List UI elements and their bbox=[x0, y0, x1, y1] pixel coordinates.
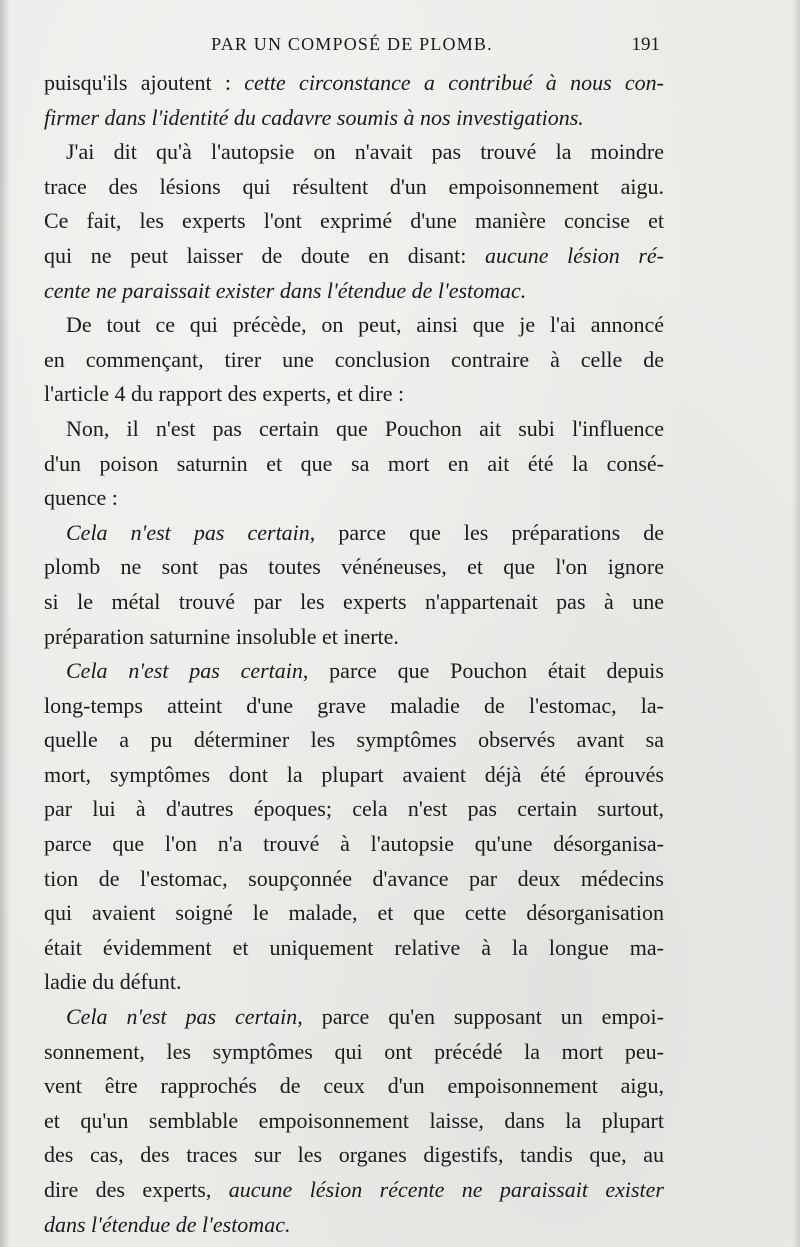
paragraph bbox=[44, 412, 664, 516]
text-run: trace des lésions qui résultent d'un empoisonnement aigu. bbox=[44, 173, 664, 199]
text-line bbox=[44, 135, 664, 170]
text-run: préparation saturnine insoluble et inerte. bbox=[44, 623, 399, 649]
text-line bbox=[44, 1000, 664, 1035]
text-line bbox=[44, 862, 664, 897]
text-run: sonnement, les symptômes qui ont précédé la mort peu- bbox=[44, 1038, 664, 1064]
text-run: , parce qu'en supposant un empoi- bbox=[297, 1004, 664, 1030]
text-run: parce que l'on n'a trouvé à l'autopsie qu'une désorganisa- bbox=[44, 831, 664, 857]
text-line bbox=[44, 447, 664, 482]
text-line bbox=[44, 550, 664, 585]
italic-text: cette circonstance a contribué à nous con- bbox=[244, 70, 665, 95]
running-title: PAR UN COMPOSÉ DE PLOMB. bbox=[211, 34, 493, 54]
text-line bbox=[44, 1069, 664, 1104]
text-run: si le métal trouvé par les experts n'appartenait pas à une bbox=[44, 588, 664, 614]
text-run: mort, symptômes dont la plupart avaient déjà été éprouvés bbox=[44, 761, 664, 787]
text-line bbox=[44, 412, 664, 447]
text-run: De tout ce qui précède, on peut, ainsi que je l'ai annoncé bbox=[66, 312, 664, 338]
text-run: J'ai dit qu'à l'autopsie on n'avait pas trouvé la moindre bbox=[66, 139, 664, 165]
text-line bbox=[44, 585, 664, 620]
italic-text: dans l'étendue de l'estomac. bbox=[44, 1211, 291, 1237]
italic-text: aucune lésion ré- bbox=[485, 242, 664, 268]
text-line bbox=[44, 1208, 664, 1243]
page-right-shadow bbox=[792, 0, 800, 1247]
text-run: dire des experts, bbox=[44, 1177, 229, 1202]
text-run: , parce que Pouchon était depuis bbox=[302, 658, 664, 684]
text-line bbox=[44, 239, 664, 274]
text-run: quence : bbox=[44, 485, 118, 511]
text-run: l'article 4 du rapport des experts, et dire : bbox=[44, 381, 405, 407]
text-run: ladie du défunt. bbox=[44, 969, 182, 995]
text-run: puisqu'ils ajoutent : bbox=[44, 70, 245, 95]
text-line bbox=[44, 308, 664, 343]
text-run: qui avaient soigné le malade, et que cette désorganisation bbox=[44, 900, 664, 926]
text-run: Non, il n'est pas certain que Pouchon ait subi l'influence bbox=[66, 415, 664, 441]
paragraph bbox=[44, 654, 664, 1000]
text-line bbox=[44, 516, 664, 551]
italic-text: Cela n'est pas certain bbox=[66, 658, 303, 684]
italic-text: aucune lésion récente ne paraissait exister bbox=[228, 1177, 664, 1202]
text-run: tion de l'estomac, soupçonnée d'avance par deux médecins bbox=[44, 865, 664, 891]
italic-text: firmer dans l'identité du cadavre soumis à nos investigations. bbox=[44, 104, 584, 130]
paragraph bbox=[44, 308, 664, 412]
text-line bbox=[44, 723, 664, 758]
text-line bbox=[44, 1138, 664, 1173]
text-line bbox=[44, 620, 664, 655]
text-line bbox=[44, 1104, 664, 1139]
text-line bbox=[44, 1173, 664, 1208]
text-line bbox=[44, 758, 664, 793]
text-run: quelle a pu déterminer les symptômes observés avant sa bbox=[44, 727, 664, 753]
text-run: , parce que les préparations de bbox=[309, 519, 664, 545]
paragraph bbox=[44, 516, 664, 654]
page-number: 191 bbox=[631, 34, 660, 55]
text-line bbox=[44, 343, 664, 378]
paragraph bbox=[44, 66, 664, 135]
text-run: vent être rapprochés de ceux d'un empoisonnement aigu, bbox=[44, 1073, 664, 1099]
text-line bbox=[44, 204, 664, 239]
page-header bbox=[40, 34, 664, 58]
text-line bbox=[44, 66, 664, 101]
text-run: par lui à d'autres époques; cela n'est pas certain surtout, bbox=[44, 796, 664, 822]
text-run: des cas, des traces sur les organes digestifs, tandis que, au bbox=[44, 1142, 664, 1168]
italic-text: Cela n'est pas certain bbox=[66, 1004, 298, 1030]
text-run: long-temps atteint d'une grave maladie de l'estomac, la- bbox=[44, 692, 664, 718]
text-run: en commençant, tirer une conclusion contraire à celle de bbox=[44, 346, 664, 372]
text-run: d'un poison saturnin et que sa mort en ait été la consé- bbox=[44, 450, 664, 476]
text-line bbox=[44, 481, 664, 516]
italic-text: cente ne paraissait exister dans l'étendue de l'estomac. bbox=[44, 277, 527, 303]
text-line bbox=[44, 101, 664, 136]
text-line bbox=[44, 792, 664, 827]
text-run: plomb ne sont pas toutes vénéneuses, et que l'on ignore bbox=[44, 554, 664, 580]
text-line bbox=[44, 274, 664, 309]
text-run: Ce fait, les experts l'ont exprimé d'une manière concise et bbox=[44, 208, 664, 234]
text-run: qui ne peut laisser de doute en disant: bbox=[44, 242, 486, 268]
paragraph bbox=[44, 135, 664, 308]
text-line bbox=[44, 965, 664, 1000]
body-text bbox=[44, 66, 664, 1242]
text-line bbox=[44, 377, 664, 412]
italic-text: Cela n'est pas certain bbox=[66, 519, 310, 545]
text-line bbox=[44, 654, 664, 689]
text-line bbox=[44, 931, 664, 966]
text-run: était évidemment et uniquement relative à la longue ma- bbox=[44, 934, 664, 960]
text-line bbox=[44, 689, 664, 724]
page-left-shadow bbox=[0, 0, 10, 1247]
paragraph bbox=[44, 1000, 664, 1242]
text-line bbox=[44, 827, 664, 862]
text-line bbox=[44, 1035, 664, 1070]
text-run: et qu'un semblable empoisonnement laisse, dans la plupart bbox=[44, 1107, 664, 1133]
text-line bbox=[44, 896, 664, 931]
text-line bbox=[44, 170, 664, 205]
